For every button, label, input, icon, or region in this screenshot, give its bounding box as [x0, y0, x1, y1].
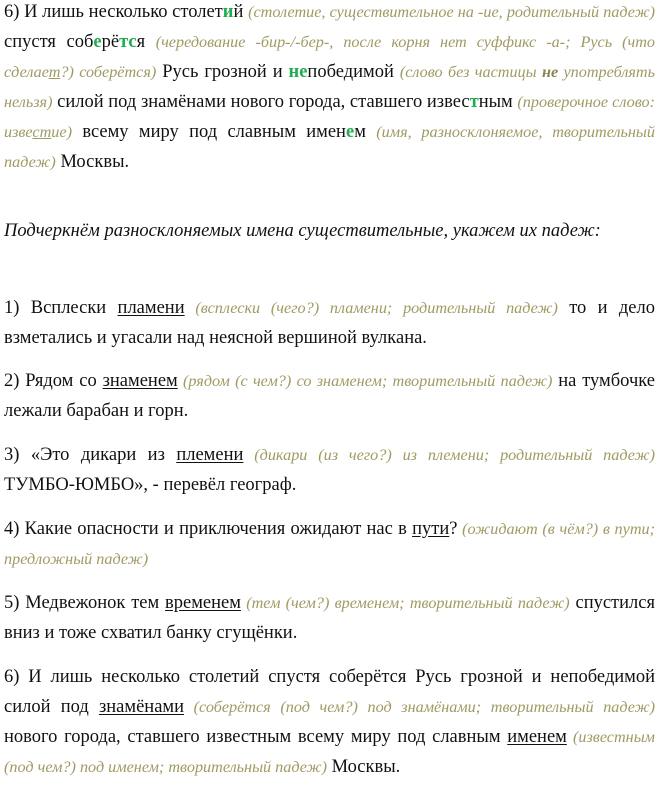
comment-note: (имя, разносклоняемое, творительный падеж)	[4, 123, 655, 171]
text-run: 5) Медвежонок тем	[4, 593, 166, 613]
text-run: 4) Какие опасности и приключения ожидают нас в	[4, 519, 413, 539]
highlight-letter: т	[469, 92, 479, 112]
text-run: спустя соб	[4, 32, 94, 52]
example-5	[4, 588, 655, 648]
comment-part: ие)	[51, 123, 72, 141]
text-run: рё	[101, 32, 120, 52]
example-4	[4, 514, 655, 574]
comment-note: (всплески (чего?) пламени; родительный падеж)	[184, 299, 558, 317]
text-run: м	[354, 122, 377, 142]
text-run: нового города, ставшего известным всему миру под славным	[4, 727, 508, 747]
text-run: то и дело взметались и угасали над неясной вершиной вулкана.	[4, 298, 655, 348]
comment-underlined: т	[48, 63, 61, 81]
text-run: Русь грозной и	[162, 62, 289, 82]
text-run: ТУМБО-ЮМБО», - перевёл географ.	[4, 475, 297, 495]
underlined-noun: знамёнами	[98, 697, 185, 717]
text-run: 3) «Это дикари из	[4, 445, 177, 465]
comment-note: (столетие, существительное на -ие, родительный падеж)	[248, 3, 656, 21]
comment-part: ?) соберётся)	[60, 63, 157, 81]
text-run: силой под знамёнами нового города, ставшего извес	[52, 92, 470, 112]
text-run: я	[136, 32, 156, 52]
comment-part: (слово без частицы	[399, 63, 542, 81]
text-run: всему миру под славным имен	[71, 122, 346, 142]
text-run: 6) И лишь несколько столетий спустя соберётся Русь грозной и непобедимой силой под	[4, 667, 655, 717]
text-run: 6) И лишь несколько столет	[4, 2, 223, 22]
text-run: ?	[449, 519, 458, 539]
text-run: на тумбочке лежали барабан и горн.	[4, 371, 655, 421]
paragraph-6-analysis	[4, 0, 655, 177]
underlined-noun: пламени	[117, 298, 185, 318]
comment-note: (рядом (с чем?) со знаменем; творительный падеж)	[177, 372, 553, 390]
example-3	[4, 440, 655, 500]
comment-part: (проверочное слово: изве	[4, 93, 655, 141]
example-2	[4, 366, 655, 426]
highlight-letter: и	[222, 2, 234, 22]
highlight-letter: тс	[119, 32, 137, 52]
text-run: победимой	[307, 62, 400, 82]
underlined-noun: временем	[165, 593, 241, 613]
highlight-letter: е	[345, 122, 355, 142]
text-run: Москвы.	[326, 757, 401, 777]
underlined-noun: пути	[412, 519, 450, 539]
underlined-noun: именем	[507, 727, 567, 747]
text-run: ным	[478, 92, 518, 112]
comment-note: (соберётся (под чем?) под знамёнами; творительный падеж)	[184, 698, 655, 716]
comment-note: (известным (под чем?) под именем; творительный падеж)	[4, 728, 655, 776]
text-run: 1) Всплески	[4, 298, 118, 318]
highlight-letter: е	[93, 32, 102, 52]
comment-note: (тем (чем?) временем; творительный падеж)	[240, 594, 570, 612]
text-run: й	[233, 2, 249, 22]
comment-bold: не	[541, 63, 559, 81]
comment-underlined: ст	[32, 123, 52, 141]
text-run: спустился вниз и тоже схватил банку сгущёнки.	[4, 593, 655, 643]
comment-note: (ожидают (в чём?) в пути; предложный падеж)	[4, 520, 655, 568]
example-6	[4, 662, 655, 782]
example-1	[4, 293, 655, 353]
highlight-letter: не	[288, 62, 308, 82]
underlined-noun: племени	[176, 445, 244, 465]
comment-part: (чередование -бир-/-бер-, после корня нет суффикс -а-; Русь (что сделае	[4, 33, 655, 81]
task-intro: Подчеркнём разносклоняемых имена существительные, укажем их падеж:	[4, 221, 601, 241]
text-run: 2) Рядом со	[4, 371, 103, 391]
text-run: Москвы.	[55, 152, 130, 172]
comment-note: (дикари (из чего?) из племени; родительный падеж)	[243, 446, 655, 464]
underlined-noun: знаменем	[102, 371, 178, 391]
comment-part: употреблять нельзя)	[4, 63, 655, 111]
